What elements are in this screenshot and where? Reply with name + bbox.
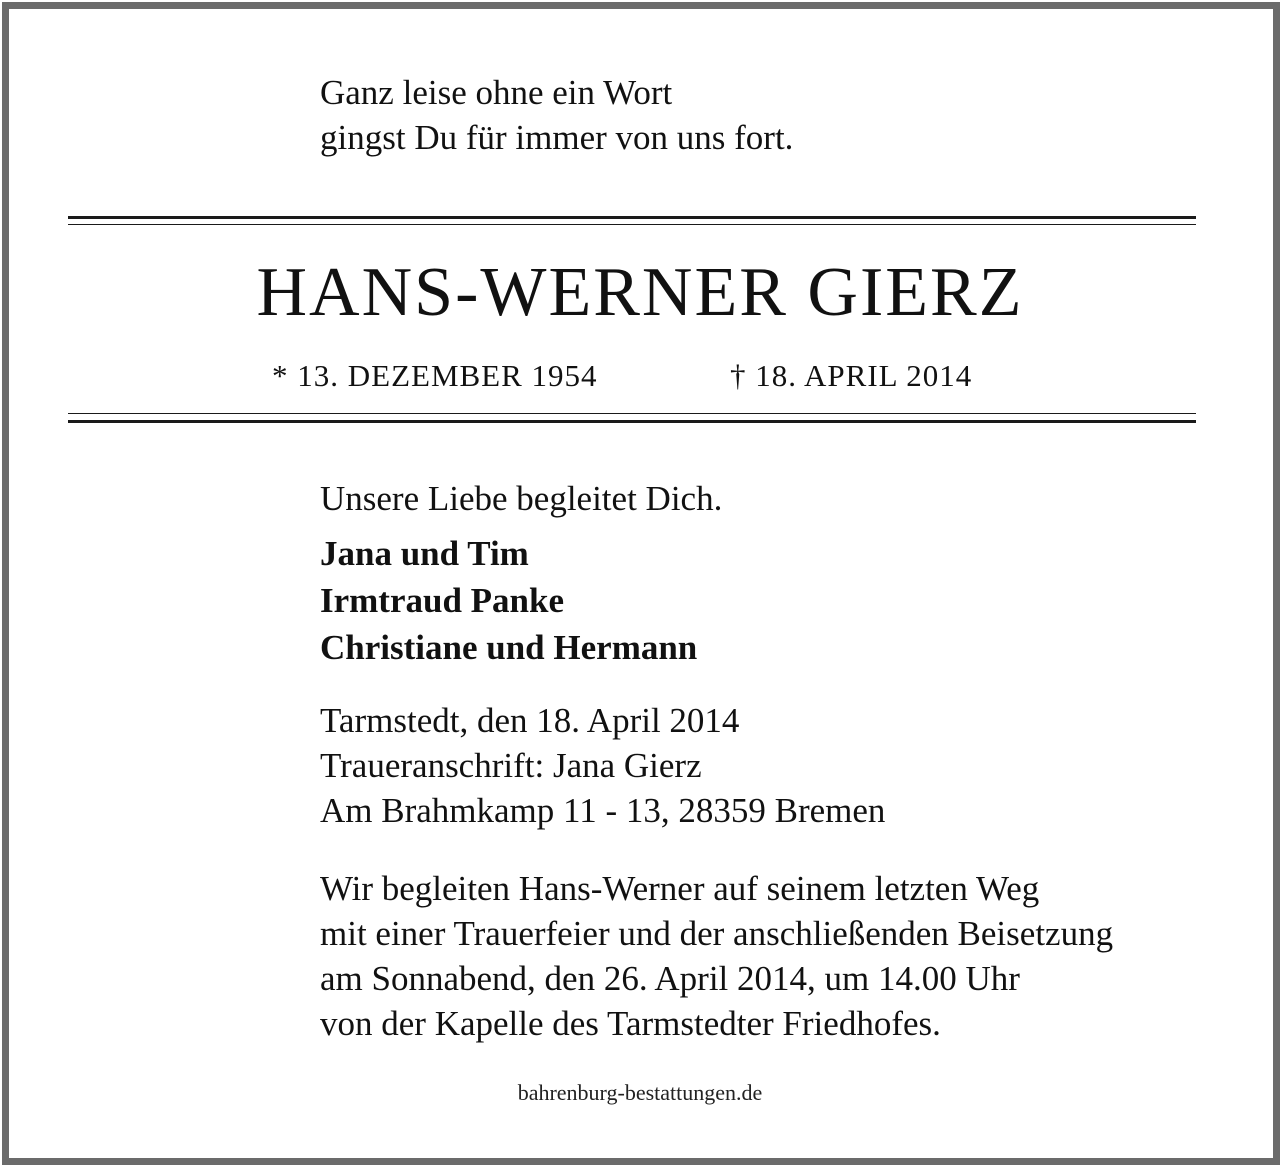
place-date-line: Tarmstedt, den 18. April 2014 [320, 701, 740, 740]
ceremony-line: am Sonnabend, den 26. April 2014, um 14.00 Uhr [320, 959, 1020, 998]
top-rule-thin [68, 224, 1196, 225]
poem [320, 70, 793, 160]
top-rule-thick [68, 216, 1196, 219]
poem-line-1: Ganz leise ohne ein Wort [320, 73, 673, 112]
bottom-rule-thick [68, 420, 1196, 423]
family-member: Irmtraud Panke [320, 581, 565, 620]
family-member: Christiane und Hermann [320, 628, 698, 667]
death-date: † 18. APRIL 2014 [730, 358, 973, 393]
address: Am Brahmkamp 11 - 13, 28359 Bremen [320, 791, 886, 830]
ceremony-text [320, 866, 1113, 1046]
ceremony-line: mit einer Trauerfeier und der anschließenden Beisetzung [320, 914, 1114, 953]
family-list [320, 530, 697, 671]
birth-date: * 13. DEZEMBER 1954 [272, 358, 598, 393]
deceased-name: HANS-WERNER GIERZ [256, 254, 1024, 331]
family-member: Jana und Tim [320, 534, 529, 573]
mourning-line: Unsere Liebe begleitet Dich. [320, 479, 723, 518]
ceremony-line: von der Kapelle des Tarmstedter Friedhofes. [320, 1004, 941, 1043]
funeral-home-url: bahrenburg-bestattungen.de [517, 1080, 763, 1105]
ceremony-line: Wir begleiten Hans-Werner auf seinem letzten Weg [320, 869, 1040, 908]
poem-line-2: gingst Du für immer von uns fort. [320, 118, 794, 157]
place-info [320, 698, 885, 833]
bottom-rule-thin [68, 413, 1196, 414]
address-label: Traueranschrift: Jana Gierz [320, 746, 702, 785]
